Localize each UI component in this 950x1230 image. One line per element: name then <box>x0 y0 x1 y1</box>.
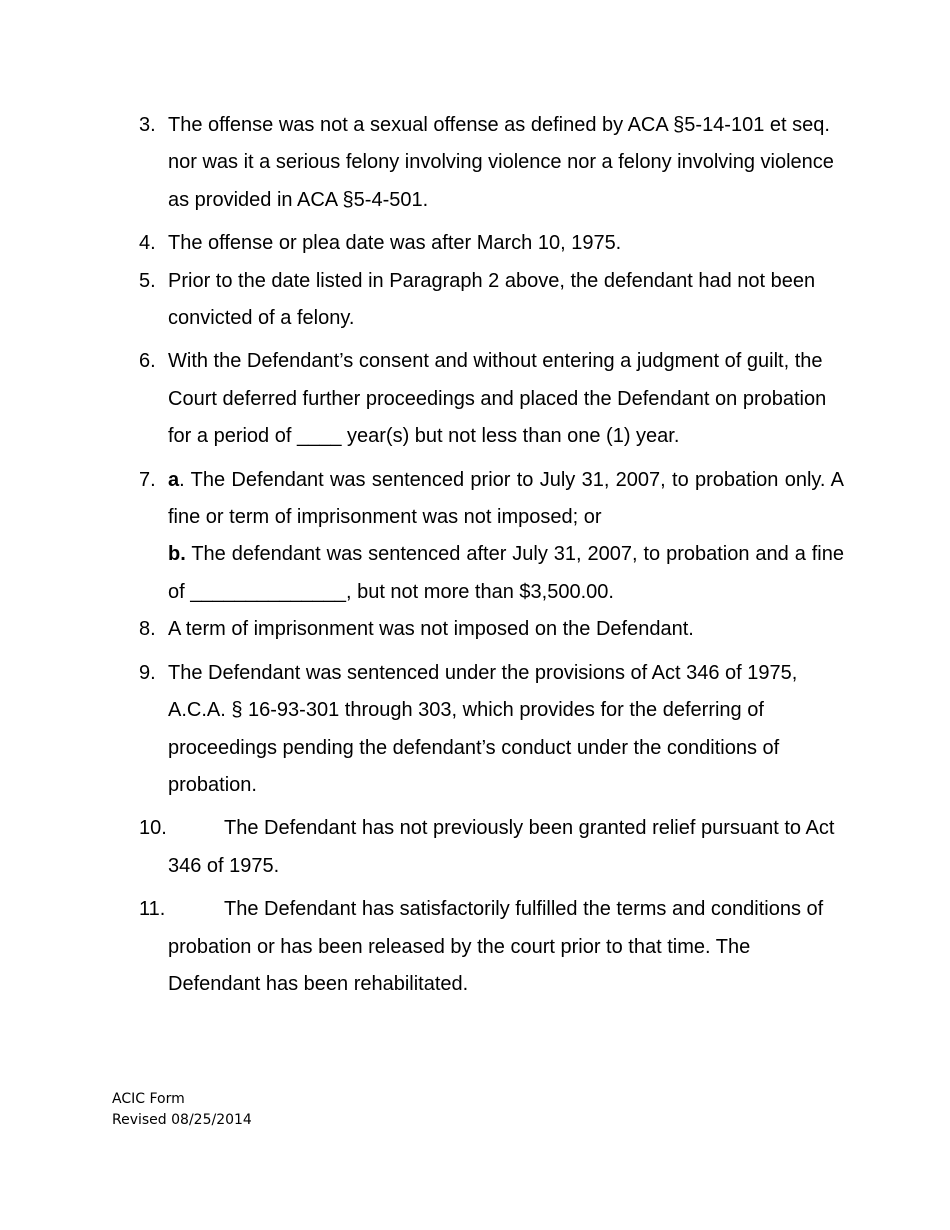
item-number: 9. <box>139 661 156 684</box>
list-item-9 <box>139 655 844 805</box>
item-number: 3. <box>139 114 156 136</box>
list-item-6 <box>139 343 844 455</box>
item-number: 8. <box>139 618 156 641</box>
form-footer <box>112 1089 252 1131</box>
list-item-11 <box>139 891 844 1003</box>
list-item-4 <box>139 225 844 262</box>
list-item-8 <box>139 611 844 648</box>
list-item-3 <box>139 107 844 219</box>
footer-form-name: ACIC Form <box>112 1091 185 1107</box>
item-text: The Defendant has satisfactorily fulfilled the terms and conditions of probation or has been released by the court prior to that time. The Defendant has been rehabilitated. <box>168 898 824 995</box>
item-number: 7. <box>139 468 156 491</box>
item-text: With the Defendant’s consent and without entering a judgment of guilt, the Court deferred further proceedings and placed the Defendant on probation for a period of ____ year(s) but not less than one (1) year. <box>168 350 827 448</box>
item-7b-text: The defendant was sentenced after July 31, 2007, to probation and a fine of ______________, but not more than $3,500.00. <box>168 543 844 603</box>
list-item-10 <box>139 810 844 885</box>
item-7a-label: a <box>168 468 180 491</box>
item-7a-text: . The Defendant was sentenced prior to July 31, 2007, to probation only. A fine or term of imprisonment was not imposed; or <box>168 468 844 529</box>
list-item-7 <box>139 462 844 612</box>
item-text: The offense was not a sexual offense as defined by ACA §5-14-101 et seq. nor was it a serious felony involving violence nor a felony involving violence as provided in ACA §5-4-501. <box>168 114 834 211</box>
item-number: 11. <box>139 898 166 921</box>
item-number: 5. <box>139 269 156 292</box>
item-number: 6. <box>139 350 156 373</box>
item-number: 4. <box>139 232 156 255</box>
item-7a <box>168 462 844 537</box>
item-number: 10. <box>139 817 167 840</box>
list-item-5 <box>139 263 844 338</box>
item-7b <box>168 536 844 611</box>
item-text: The Defendant has not previously been granted relief pursuant to Act 346 of 1975. <box>168 817 835 877</box>
item-text: A term of imprisonment was not imposed on the Defendant. <box>168 618 694 641</box>
item-7b-label: b. <box>168 543 186 566</box>
item-text: Prior to the date listed in Paragraph 2 above, the defendant had not been convicted of a felony. <box>168 269 816 330</box>
item-text: The offense or plea date was after March 10, 1975. <box>168 232 622 255</box>
item-text: The Defendant was sentenced under the provisions of Act 346 of 1975, A.C.A. § 16-93-301 through 303, which provides for the deferring of proceedings pending the defendant’s conduct under the conditions of probation. <box>168 661 798 796</box>
numbered-findings-list <box>139 107 844 1009</box>
footer-revision-date: Revised 08/25/2014 <box>112 1112 252 1128</box>
